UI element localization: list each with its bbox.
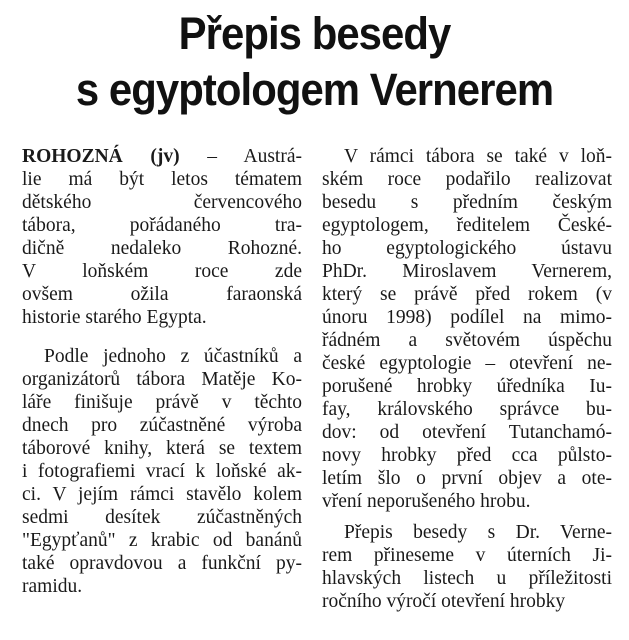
paragraph-line: organizátorů tábora Matěje Ko- [22,369,302,390]
article-paragraph-1 [22,145,302,329]
paragraph-line: ho egyptologického ústavu [322,238,612,259]
headline [22,6,607,118]
paragraph-line: české egyptologie – otevření ne- [322,353,612,374]
paragraph-line: ramidu. [22,576,83,597]
paragraph-line: láře finišuje právě v těchto [22,392,302,413]
paragraph-line: také opravdovou a funkční py- [22,553,302,574]
paragraph-line: ci. V jejím rámci stavělo kolem [22,484,302,505]
paragraph-line: besedu s předním českým [322,192,612,213]
paragraph-line: dov: od otevření Tutanchamó- [322,422,612,443]
paragraph-line: hlavských listech u příležitosti [322,568,612,589]
paragraph-line: který se právě před rokem (v [322,284,612,305]
paragraph-line: V loňském roce zde [22,261,302,282]
paragraph-line: táborové knihy, která se textem [22,438,302,459]
article-paragraph-2 [22,345,302,598]
paragraph-line: egyptologem, ředitelem České- [322,215,612,236]
paragraph-line: V rámci tábora se také v loň- [344,146,612,167]
paragraph-line: rem přineseme v úterních Ji- [322,545,612,566]
paragraph-line: lie má být letos tématem [22,169,302,190]
paragraph-line: ročního výročí otevření hrobky [322,591,566,612]
right-column [322,145,612,613]
paragraph-line: sedmi desítek zúčastněných [22,507,302,528]
paragraph-line: ovšem ožila faraonská [22,284,302,305]
paragraph-line: porušené hrobky úředníka Iu- [322,376,612,397]
paragraph-line: novy hrobky před cca půlsto- [322,445,612,466]
paragraph-line: řádném a světovém úspěchu [322,330,612,351]
dateline: ROHOZNÁ (jv) [22,146,180,167]
paragraph-line: i fotografiemi vrací k loňské ak- [22,461,302,482]
paragraph-line: tábora, pořádaného tra- [22,215,302,236]
paragraph-line: historie starého Egypta. [22,307,207,328]
paragraph-line: PhDr. Miroslavem Vernerem, [322,261,612,282]
paragraph-line: dětského červencového [22,192,302,213]
left-column [22,145,302,598]
paragraph-line: Přepis besedy s Dr. Verne- [344,522,612,543]
paragraph-line: fay, královského správce bu- [322,399,612,420]
paragraph-line: dičně nedaleko Rohozné. [22,238,302,259]
headline-line-1: Přepis besedy [178,8,451,59]
paragraph-line: vření neporušeného hrobu. [322,491,531,512]
paragraph-line: letím šlo o první objev a ote- [322,468,612,489]
paragraph-line: "Egypťanů" z krabic od banánů [22,530,302,551]
paragraph-line: únoru 1998) podílel na mimo- [322,307,612,328]
article-paragraph-4 [322,521,612,613]
article-paragraph-3 [322,145,612,513]
paragraph-line: ském roce podařilo realizovat [322,169,612,190]
paragraph-line: dnech pro zúčastněné výroba [22,415,302,436]
headline-line-2: s egyptologem Vernerem [75,64,554,115]
paragraph-line: Podle jednoho z účastníků a [44,346,302,367]
paragraph-line: ROHOZNÁ (jv) – Austrá- [22,146,302,167]
